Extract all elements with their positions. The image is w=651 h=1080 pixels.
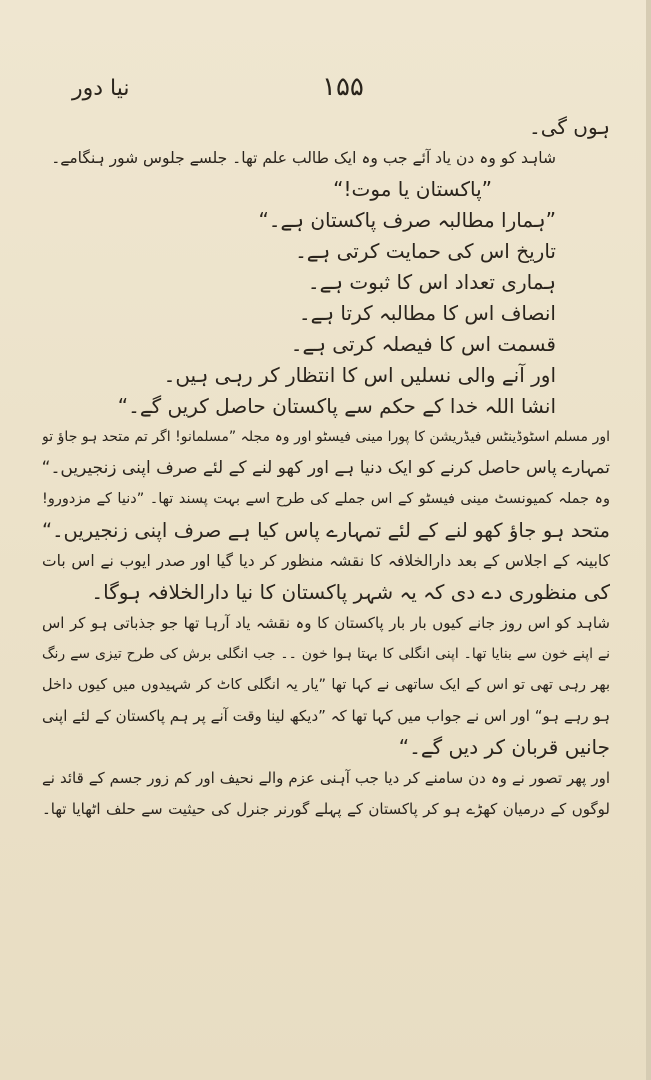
text-line-1: ہوں گی۔ <box>528 115 610 139</box>
text-line-13: وہ جملہ کمیونسٹ مینی فیسٹو کے اس جملے کی طرح اسے بہت پسند تھا۔ ”دنیا کے مزدورو! <box>42 491 610 507</box>
text-line-8: قسمت اس کا فیصلہ کرتی ہے۔ <box>290 332 556 356</box>
page-edge <box>646 0 651 1080</box>
text-line-4: ”ہمارا مطالبہ صرف پاکستان ہے۔“ <box>258 208 556 232</box>
text-line-6: ہماری تعداد اس کا ثبوت ہے۔ <box>307 270 556 294</box>
text-line-15: کابینہ کے اجلاس کے بعد دارالخلافہ کا نقشہ منظور کر دیا گیا اور صدر ایوب نے اس بات <box>42 552 610 570</box>
text-line-17: شاہد کو اس روز جانے کیوں بار بار پاکستان کا وہ نقشہ یاد آرہا تھا جو جذباتی ہو کر اس <box>42 614 610 632</box>
text-line-2: شاہد کو وہ دن یاد آئے جب وہ ایک طالب علم تھا۔ جلسے جلوس شور ہنگامے۔ <box>51 149 556 167</box>
text-line-5: تاریخ اس کی حمایت کرتی ہے۔ <box>295 239 556 263</box>
text-line-7: انصاف اس کا مطالبہ کرتا ہے۔ <box>298 301 556 325</box>
urdu-body-text <box>42 112 610 825</box>
text-line-3: ”پاکستان یا موت!“ <box>333 177 492 201</box>
text-line-22: اور پھر تصور نے وہ دن سامنے کر دیا جب آہنی عزم والے نحیف اور کم زور جسم کے قائد نے <box>42 769 610 787</box>
text-line-20: ہو رہے ہو“ اور اس نے جواب میں کہا تھا کہ ”دیکھ لینا وقت آنے پر ہم پاکستان کے لئے اپنی <box>42 707 610 725</box>
text-line-11: اور مسلم اسٹوڈینٹس فیڈریشن کا پورا مینی فیسٹو اور وہ مجلہ ”مسلمانو! اگر تم متحد ہو جاؤ تو <box>42 429 610 445</box>
journal-name: نیا دور <box>72 76 130 101</box>
text-line-21: جانیں قربان کر دیں گے۔“ <box>398 735 610 759</box>
text-line-23: لوگوں کے درمیان کھڑے ہو کر پاکستان کے پہلے گورنر جنرل کی حیثیت سے حلف اٹھایا تھا۔ <box>42 800 610 818</box>
page-number: ۱۵۵ <box>322 72 364 102</box>
page-header <box>0 70 651 106</box>
text-line-9: اور آنے والی نسلیں اس کا انتظار کر رہی ہیں۔ <box>163 363 556 387</box>
text-line-16: کی منظوری دے دی کہ یہ شہر پاکستان کا نیا دارالخلافہ ہوگا۔ <box>91 580 610 604</box>
text-line-10: انشا اللہ خدا کے حکم سے پاکستان حاصل کریں گے۔“ <box>117 394 556 418</box>
text-line-19: بھر رہی تھی تو اس کے ایک ساتھی نے کہا تھا ”یار یہ انگلی کاٹ کر شہیدوں میں کیوں داخل <box>42 677 610 693</box>
text-line-18: نے اپنے خون سے بنایا تھا۔ اپنی انگلی کا بہتا ہوا خون ۔۔ جب انگلی برش کی طرح تیزی سے رنگ <box>42 646 610 662</box>
text-line-14: متحد ہو جاؤ کھو لنے کے لئے تمہارے پاس کیا ہے صرف اپنی زنجیریں۔“ <box>42 519 610 542</box>
text-line-12: تمہارے پاس حاصل کرنے کو ایک دنیا ہے اور کھو لنے کے لئے صرف اپنی زنجیریں۔“ <box>42 458 610 478</box>
